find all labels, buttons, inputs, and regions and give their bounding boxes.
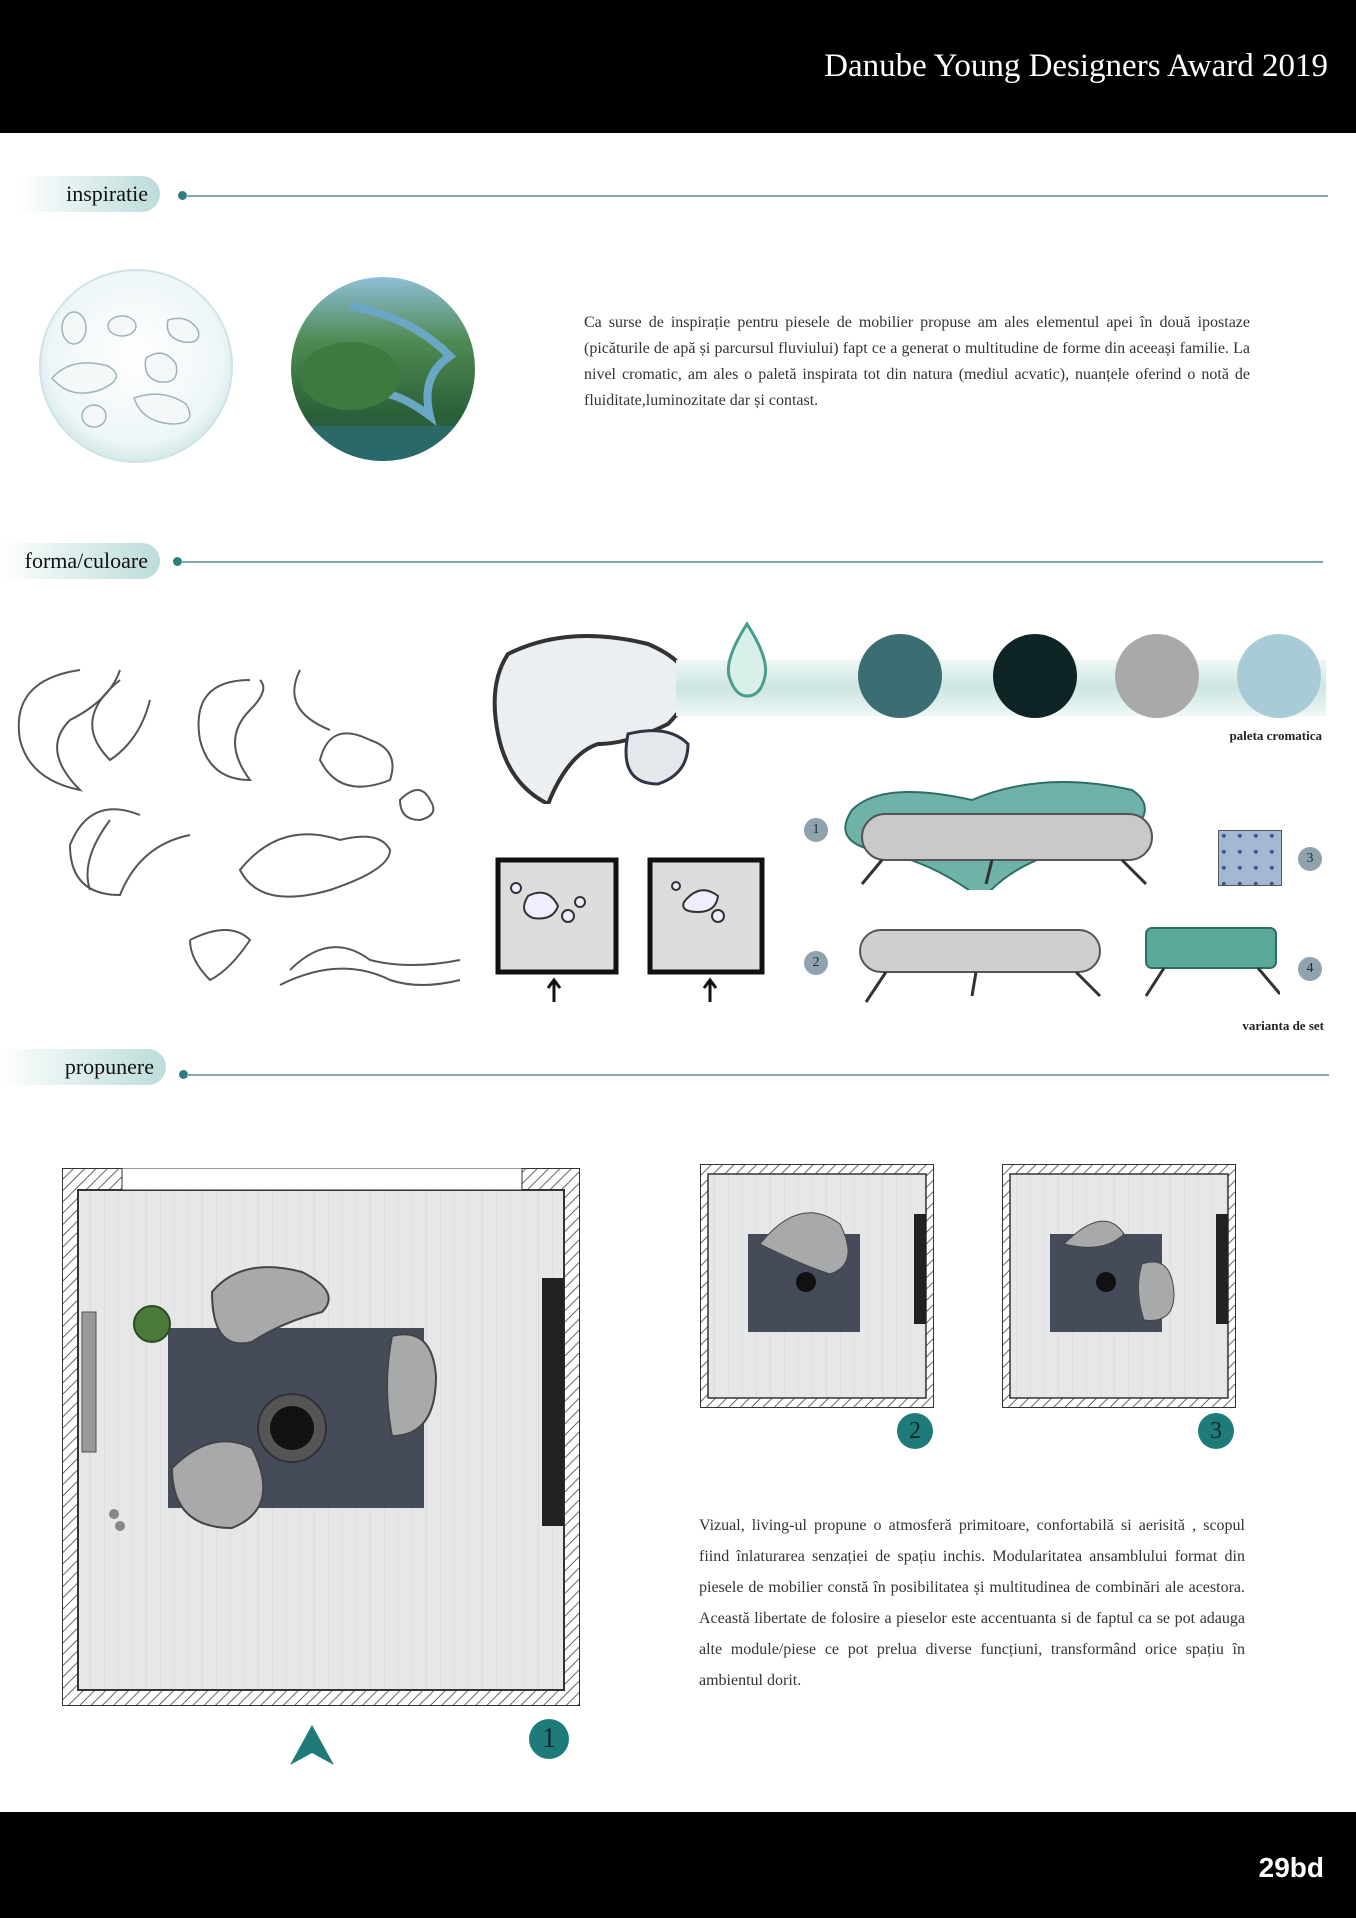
plan-sketch-1 [494,856,624,1006]
plan-number-1: 1 [529,1719,569,1759]
set-number-1: 1 [804,818,828,842]
award-title: Danube Young Designers Award 2019 [824,48,1328,84]
palette-label: paleta cromatica [1229,728,1322,743]
north-arrow-icon [290,1725,334,1765]
floor-plan-1 [62,1168,580,1706]
section-line [186,195,1328,197]
section-label-propunere: propunere [0,1049,166,1085]
palette-swatch-3 [1115,634,1199,718]
footer-bar [0,1812,1356,1918]
section-label-inspiratie: inspiratie [20,176,160,212]
proposal-text: Vizual, living-ul propune o atmosferă primitoare, confortabilă si aerisită , scopul fiind înlaturarea senzației de spațiu inchis. Modularitatea ansamblului format din piesele de mobilier constă în posibilitatea și multitudinea de combinări ale acestora. Această libertate de folosire a pieselor este accentuanta si de faptul ca se pot adauga alte module/piese ce pot prelua diverse funcțiuni, transformând orice spațiu în ambientul dorit. [699,1517,1245,1689]
set-number-3: 3 [1298,847,1322,871]
set-number-4: 4 [1298,957,1322,981]
floor-plan-3 [1002,1164,1236,1408]
palette-swatch-2 [993,634,1077,718]
water-drops-image [38,268,234,464]
shape-sketches [10,640,470,1020]
set-number-2: 2 [804,951,828,975]
section-line [187,1074,1329,1076]
fabric-texture-swatch [1218,830,1282,886]
sofa-variant-1 [842,770,1182,890]
sofa-variant-2 [856,924,1106,1014]
palette-swatch-4 [1237,634,1321,718]
set-label: varianta de set [1242,1018,1324,1033]
plan-sketch-2 [646,856,776,1006]
plan-number-2: 2 [897,1413,933,1449]
palette-swatch-1 [858,634,942,718]
page-code: 29bd [1258,1852,1324,1883]
river-landscape-image [290,276,476,462]
section-label-forma: forma/culoare [0,543,160,579]
inspiration-text: Ca surse de inspirație pentru piesele de mobilier propuse am ales elementul apei în două ipostaze (picăturile de apă și parcursul fluviului) fapt ce a generat o multitudine de forme din aceeași familie. La nivel cromatic, am ales o paletă inspirata tot din natura (mediul acvatic), nuanțele oferind o notă de fluiditate,luminozitate dar și contast. [584,314,1250,409]
ottoman-variant-4 [1140,922,1280,1002]
water-drop-icon [724,620,770,700]
section-line [181,561,1323,563]
floor-plan-2 [700,1164,934,1408]
plan-number-3: 3 [1198,1413,1234,1449]
